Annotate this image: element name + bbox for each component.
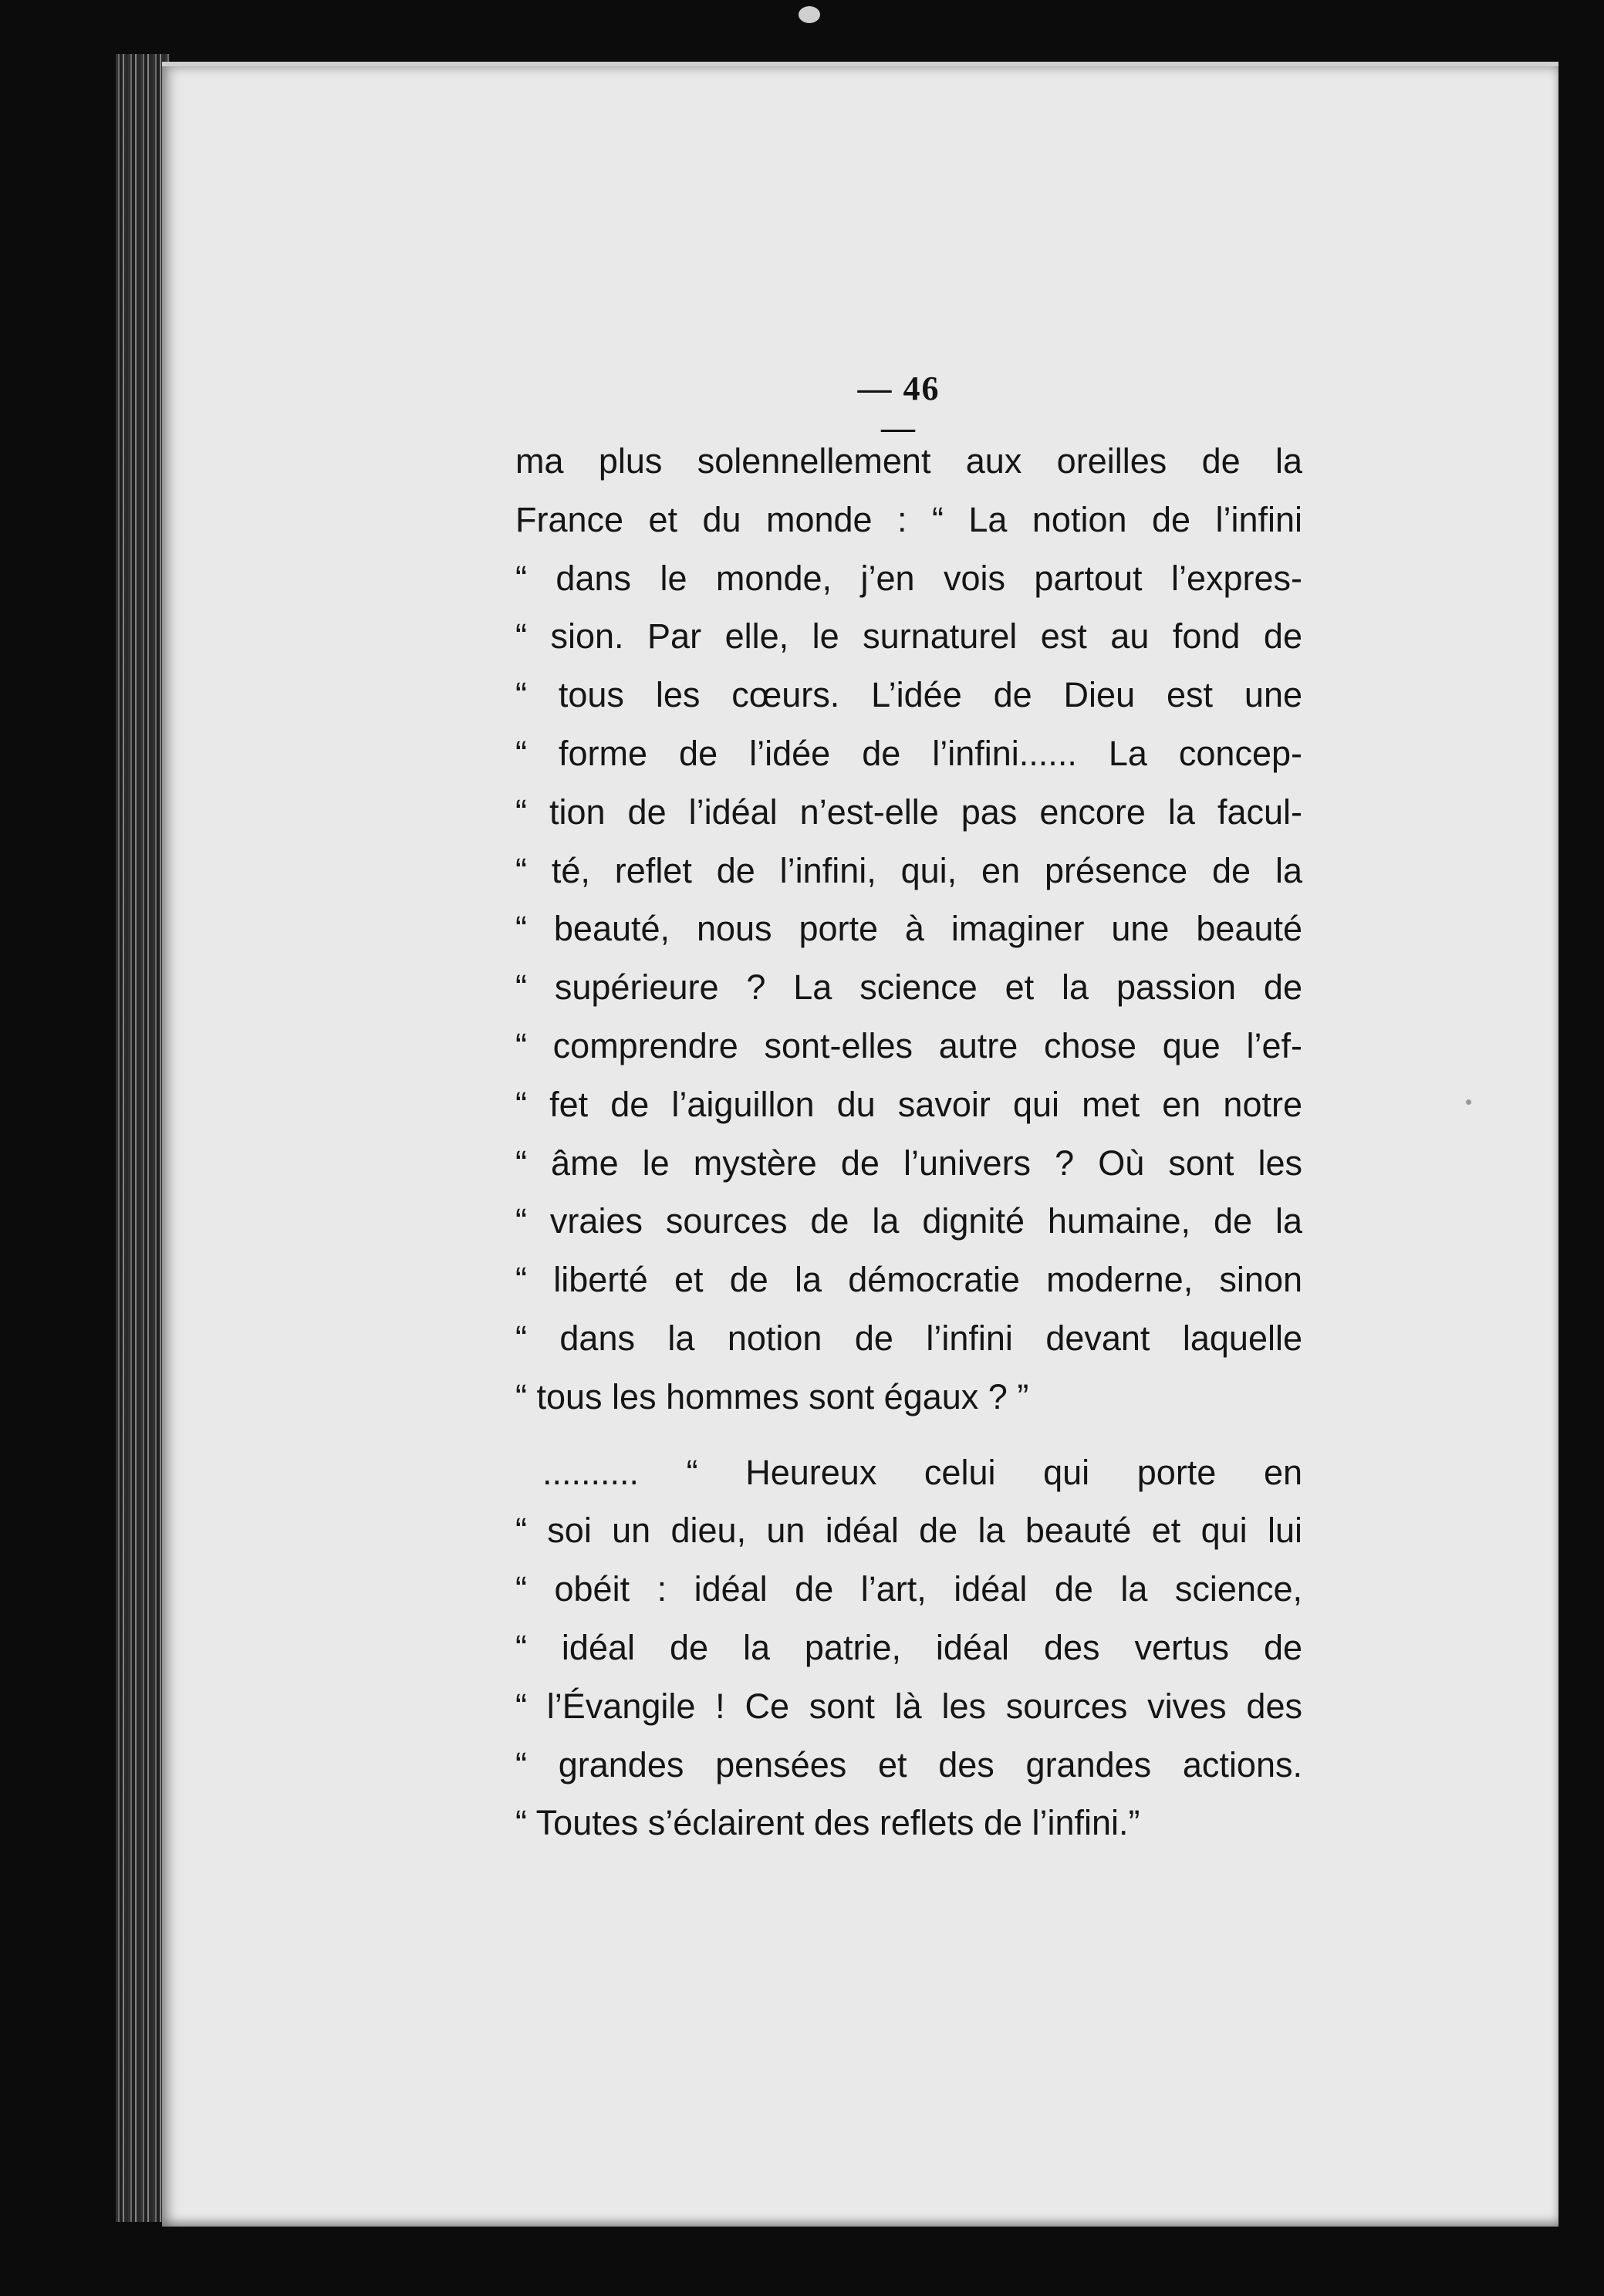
text-line: “ Toutes s’éclairent des reflets de l’infini.” xyxy=(515,1803,1140,1843)
text-line: France et du monde : “ La notion de l’infini xyxy=(515,499,1302,539)
paragraph-2 xyxy=(515,1443,1302,1853)
text-line: “ sion. Par elle, le surnaturel est au fond de xyxy=(515,616,1302,657)
page-number: — 46 — xyxy=(857,370,940,447)
text-line: “ idéal de la patrie, idéal des vertus de xyxy=(515,1627,1302,1667)
text-line: “ vraies sources de la dignité humaine, de la xyxy=(515,1201,1302,1241)
text-line: “ té, reflet de l’infini, qui, en présence de la xyxy=(515,850,1302,890)
text-line: “ beauté, nous porte à imaginer une beauté xyxy=(515,909,1302,949)
text-line: “ comprendre sont-elles autre chose que l’ef- xyxy=(515,1025,1302,1065)
text-line: .......... “ Heureux celui qui porte en xyxy=(542,1452,1302,1492)
text-line: “ fet de l’aiguillon du savoir qui met en notre xyxy=(515,1084,1302,1124)
text-line: “ l’Évangile ! Ce sont là les sources vives des xyxy=(515,1686,1302,1726)
paragraph-1 xyxy=(515,432,1302,1427)
body-text xyxy=(515,432,1302,1852)
text-line: “ tion de l’idéal n’est-elle pas encore la facul- xyxy=(515,792,1302,832)
text-line: “ soi un dieu, un idéal de la beauté et qui lui xyxy=(515,1511,1302,1551)
text-line: “ tous les cœurs. L’idée de Dieu est une xyxy=(515,675,1302,715)
scan-speck xyxy=(1466,1099,1471,1105)
text-line: “ dans le monde, j’en vois partout l’expres- xyxy=(515,558,1302,598)
text-line: “ tous les hommes sont égaux ? ” xyxy=(515,1376,1029,1416)
text-line: “ liberté et de la démocratie moderne, sinon xyxy=(515,1260,1302,1300)
text-line: “ grandes pensées et des grandes actions. xyxy=(515,1744,1302,1784)
text-line: “ obéit : idéal de l’art, idéal de la science, xyxy=(515,1569,1302,1609)
text-line: “ forme de l’idée de l’infini...... La concep- xyxy=(515,733,1302,773)
scan-speck xyxy=(799,6,820,23)
paragraph-gap xyxy=(515,1427,1302,1443)
text-line: “ dans la notion de l’infini devant laquelle xyxy=(515,1318,1302,1358)
text-line: ma plus solennellement aux oreilles de la xyxy=(515,441,1302,481)
text-line: “ âme le mystère de l’univers ? Où sont les xyxy=(515,1143,1302,1183)
text-line: “ supérieure ? La science et la passion de xyxy=(515,967,1302,1008)
